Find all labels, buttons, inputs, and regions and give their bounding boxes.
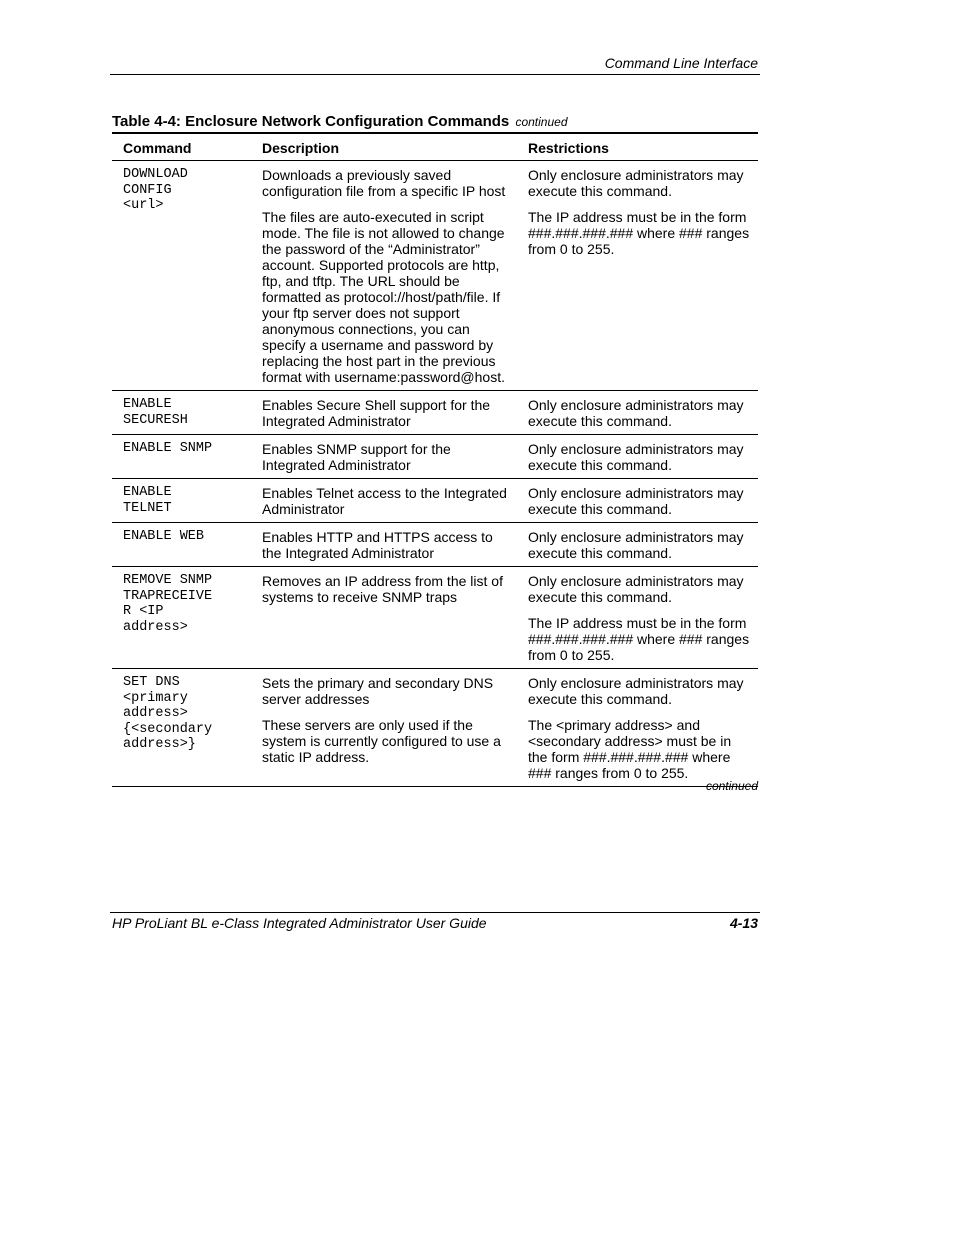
description-text: Enables Secure Shell support for the Integrated Administrator [262,397,491,429]
command-cell: ENABLE SECURESH [112,391,252,435]
table-caption [112,113,568,130]
restrictions-cell [518,435,758,479]
description-cell [252,523,518,567]
restriction-text: Only enclosure administrators may execute this command. [528,675,744,707]
column-header-command: Command [112,133,252,161]
command-cell: ENABLE SNMP [112,435,252,479]
description-text: Downloads a previously saved configuration file from a specific IP host [262,167,506,199]
table-row [112,479,758,523]
running-header: Command Line Interface [604,55,758,71]
continued-note: continued [705,779,758,793]
description-cell [252,435,518,479]
description-text: Removes an IP address from the list of systems to receive SNMP traps [262,573,503,605]
restriction-text: Only enclosure administrators may execute this command. [528,167,744,199]
restriction-text: Only enclosure administrators may execute this command. [528,529,744,561]
description-text: Sets the primary and secondary DNS server addresses [262,675,494,707]
restrictions-cell [518,523,758,567]
restriction-text: The <primary address> and <secondary address> must be in the form ###.###.###.### where ### ranges from 0 to 255. [528,717,732,781]
restriction-text: Only enclosure administrators may execute this command. [528,397,744,429]
restrictions-cell [518,391,758,435]
footer-title: HP ProLiant BL e-Class Integrated Administrator User Guide [112,915,487,931]
description-cell [252,391,518,435]
description-text: Enables Telnet access to the Integrated Administrator [262,485,507,517]
command-cell: ENABLE TELNET [112,479,252,523]
page-number: 4-13 [729,915,758,931]
table-row [112,669,758,787]
command-cell: REMOVE SNMP TRAPRECEIVE R <IP address> [112,567,252,669]
column-header-restrictions: Restrictions [518,133,758,161]
restriction-text: The IP address must be in the form ###.###.###.### where ### ranges from 0 to 255. [528,209,750,257]
table-caption-continued: continued [515,115,568,129]
table-row [112,523,758,567]
restriction-text: Only enclosure administrators may execute this command. [528,573,744,605]
table-row [112,161,758,391]
description-cell [252,161,518,391]
command-cell: ENABLE WEB [112,523,252,567]
restrictions-cell [518,161,758,391]
description-text: These servers are only used if the system is currently configured to use a static IP address. [262,717,501,765]
column-header-description: Description [252,133,518,161]
commands-table [112,132,758,787]
command-cell: DOWNLOAD CONFIG <url> [112,161,252,391]
table-caption-title: Table 4-4: Enclosure Network Configuration Commands [112,113,510,130]
description-text: The files are auto-executed in script mode. The file is not allowed to change the password of the “Administrator” account. Supported protocols are http, ftp, and tftp. The URL should be formatted as protocol://host/path/file. If your ftp server does not support anonymous connections, you can specify a username and password by replacing the host part in the previous format with username:password@host. [262,209,505,385]
restriction-text: Only enclosure administrators may execute this command. [528,485,744,517]
table-row [112,435,758,479]
description-cell [252,567,518,669]
table-row [112,391,758,435]
command-cell: SET DNS <primary address> {<secondary address>} [112,669,252,787]
restriction-text: Only enclosure administrators may execute this command. [528,441,744,473]
restrictions-cell [518,669,758,787]
header-rule [110,74,760,75]
restriction-text: The IP address must be in the form ###.###.###.### where ### ranges from 0 to 255. [528,615,750,663]
footer-rule [110,912,760,913]
table-row [112,567,758,669]
description-text: Enables SNMP support for the Integrated Administrator [262,441,451,473]
restrictions-cell [518,479,758,523]
table-header-row [112,133,758,161]
description-text: Enables HTTP and HTTPS access to the Integrated Administrator [262,529,493,561]
description-cell [252,669,518,787]
description-cell [252,479,518,523]
restrictions-cell [518,567,758,669]
